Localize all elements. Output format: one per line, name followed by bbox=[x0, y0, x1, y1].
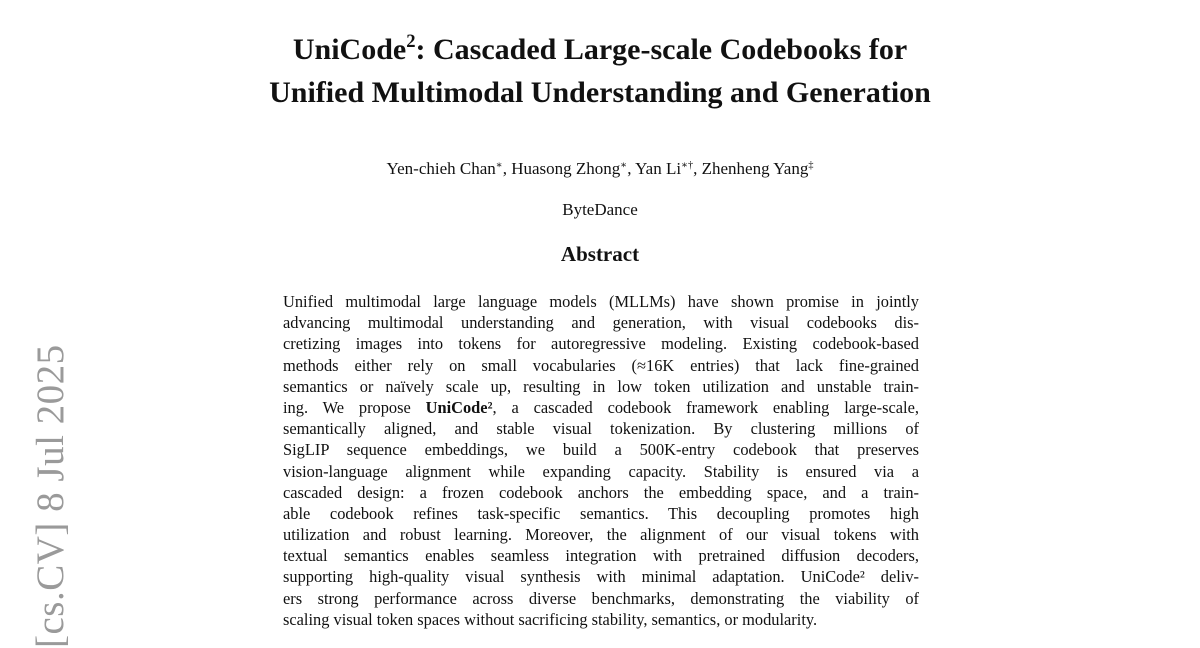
paper-title bbox=[0, 30, 1200, 112]
abstract-body bbox=[283, 291, 919, 630]
arxiv-side-stamp: [cs.CV] 8 Jul 2025 bbox=[29, 344, 72, 648]
title-rest: : Cascaded Large-scale Codebooks for bbox=[415, 33, 908, 66]
author-affiliation-mark: ‡ bbox=[808, 160, 814, 172]
author-separator: , bbox=[627, 159, 636, 178]
abstract-line: ers strong performance across diverse benchmarks, demonstrating the viability of bbox=[283, 588, 919, 608]
abstract-line: vision-language alignment while expanding capacity. Stability is ensured via a bbox=[283, 461, 919, 481]
paper-title-line-1 bbox=[0, 30, 1200, 73]
abstract-heading: Abstract bbox=[560, 242, 640, 266]
author-list bbox=[0, 158, 1200, 183]
author-name: Yen-chieh Chan bbox=[386, 159, 496, 178]
abstract-line: cascaded design: a frozen codebook anchors the embedding space, and a train- bbox=[283, 482, 919, 502]
method-name: UniCode² bbox=[425, 397, 493, 417]
author-name: Yan Li bbox=[635, 159, 682, 178]
abstract-line: ing. We propose UniCode², a cascaded codebook framework enabling large-scale, bbox=[283, 397, 919, 417]
abstract-line: able codebook refines task-specific semantics. This decoupling promotes high bbox=[283, 503, 919, 523]
title-main: UniCode bbox=[292, 33, 407, 66]
affiliation: ByteDance bbox=[562, 200, 638, 219]
abstract-line: textual semantics enables seamless integration with pretrained diffusion decoders, bbox=[283, 546, 919, 566]
abstract-line: scaling visual token spaces without sacrificing stability, semantics, or modularity. bbox=[283, 609, 818, 629]
author-name: Zhenheng Yang bbox=[701, 159, 809, 178]
paper-title-line-2: Unified Multimodal Understanding and Generation bbox=[269, 76, 931, 109]
abstract-line: supporting high-quality visual synthesis with minimal adaptation. UniCode² deliv- bbox=[283, 567, 919, 587]
author-separator: , bbox=[693, 159, 702, 178]
abstract-line: advancing multimodal understanding and generation, with visual codebooks dis- bbox=[283, 313, 919, 333]
abstract-line: Unified multimodal large language models (MLLMs) have shown promise in jointly bbox=[283, 292, 919, 311]
abstract-line: semantically aligned, and stable visual tokenization. By clustering millions of bbox=[283, 419, 919, 439]
author-separator: , bbox=[502, 159, 512, 178]
abstract-line: SigLIP sequence embeddings, we build a 500K-entry codebook that preserves bbox=[283, 440, 919, 460]
author-name: Huasong Zhong bbox=[511, 159, 621, 178]
abstract-line: methods either rely on small vocabularies (≈16K entries) that lack fine-grained bbox=[283, 355, 919, 375]
title-superscript: 2 bbox=[406, 30, 416, 52]
author-affiliation-mark: ∗† bbox=[681, 160, 694, 172]
abstract-line: cretizing images into tokens for autoregressive modeling. Existing codebook-based bbox=[283, 334, 919, 354]
author-affiliation-mark: ∗ bbox=[620, 160, 628, 172]
abstract-line: semantics or naïvely scale up, resulting in low token utilization and unstable train- bbox=[283, 376, 919, 396]
author-affiliation-mark: ∗ bbox=[495, 160, 503, 172]
abstract-line: utilization and robust learning. Moreover, the alignment of our visual tokens with bbox=[283, 525, 919, 545]
